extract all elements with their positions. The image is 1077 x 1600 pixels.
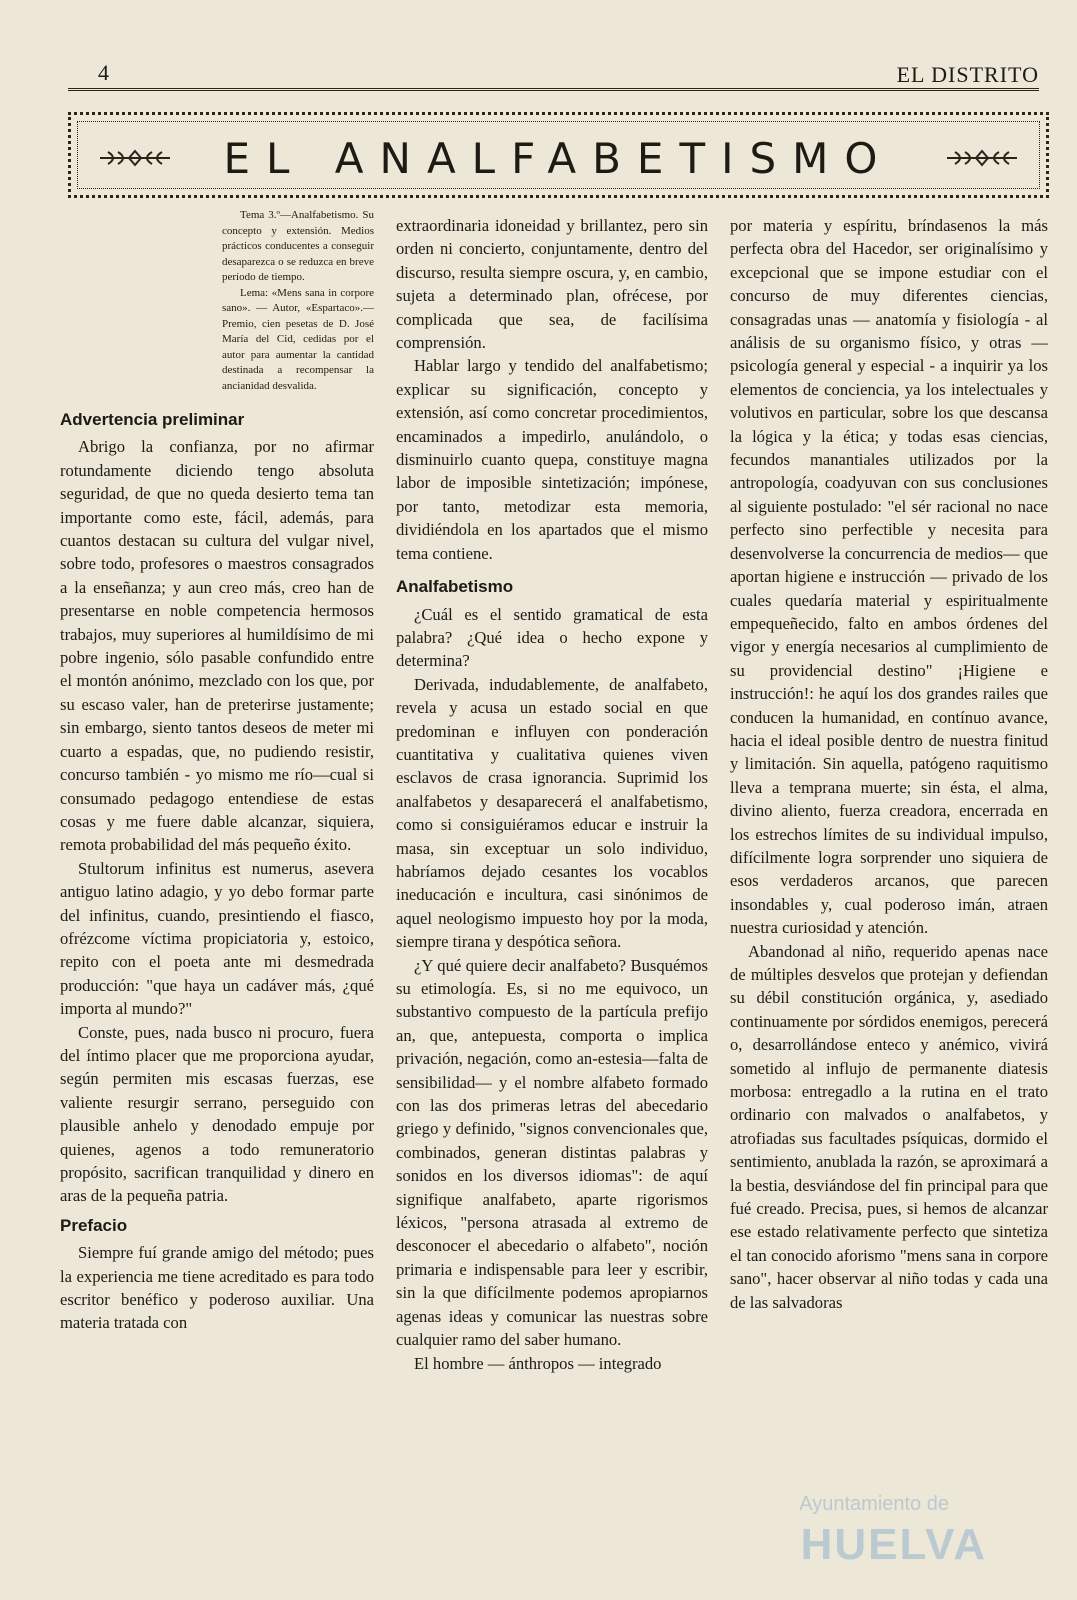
note-motto: Lema: «Mens sana in corpore sano». — Autor, «Espartaco».— Premio, cien pesetas de D. José María del Cid, cedidas por el autor para aumentar la cantidad destinada a recompensar la ancianidad desvalida.	[222, 286, 374, 392]
paragraph: Stultorum infinitus est numerus, asevera antiguo latino adagio, y yo debo formar parte del infinitus, cuando, presintiendo el fiasco, ofrézcome víctima propiciatoria y, estoico, repito con el poeta ante mi desmedrada producción: "que haya un cadáver más, ¿qué importa al mundo?"	[60, 858, 374, 1019]
newspaper-name: EL DISTRITO	[896, 62, 1039, 87]
paragraph: ¿Cuál es el sentido gramatical de esta palabra? ¿Qué idea o hecho expone y determina?	[396, 604, 708, 671]
article-title: EL ANALFABETISMO	[223, 134, 894, 183]
contest-note	[222, 208, 374, 394]
column-3	[730, 214, 1048, 1314]
paragraph: por materia y espíritu, bríndasenos la más perfecta obra del Hacedor, ser originalísimo y excepcional que se impone estudiar con el concurso de muy diferentes ciencias, consagradas unas — anatomía y fisiología - al análisis de su organismo físico, y otras — psicología general y especial - a inquirir ya los elementos de conciencia, ya los intelectuales y volutivos en particular, sobre los que descansa la lógica y la ética; y todas esas ciencias, fecundos manantiales utilizados por la antropología, coadyuvan con sus conclusiones al siguiente postulado: "el sér racional no nace perfecto sino perfectible y necesita para desenvolverse la concurrencia de medios— que aportan higiene e instrucción — privado de los cuales quedaría material y espiritualmente empequeñecido, falto en ambos órdenes del vigor y energía necesarios al cumplimiento de su providencial destino" ¡Higiene e instrucción!: he aquí los dos grandes railes que conducen la humanidad, en contínuo avance, hacia el ideal posible dentro de nuestra finitud y limitación. Sin aquella, patógeno raquitismo lleva a temprana muerte; sin ésta, el alma, divino aliento, fuerza creadora, encerrada en los estrechos límites de su individual impulso, difícilmente logra sorprender uno siquiera de esos verdaderos arcanos, que parecen insondables y, cual poderoso imán, atraen nuestra curiosidad y atención.	[730, 216, 1048, 938]
paragraph: Hablar largo y tendido del analfabetismo; explicar su significación, concepto y extensión, así como concretar procedimientos, encaminados a impedirlo, anulándolo, o disminuirlo cuanto quepa, constituye magna labor de imposible sintetización; impónese, por tanto, metodizar esta memoria, dividiéndola en los apartados que el mismo tema contiene.	[396, 356, 708, 563]
watermark-line1: Ayuntamiento de	[799, 1493, 949, 1515]
watermark-line2: HUELVA	[800, 1520, 987, 1569]
column-2	[396, 214, 708, 1375]
column-1	[60, 208, 374, 1335]
paragraph: Abrigo la confianza, por no afirmar rotundamente diciendo tengo absoluta seguridad, de que no queda desierto tema tan importante como este, fácil, además, para cuantos destacan su cultura del vulgar nivel, sobre todo, profesores o maestros consagrados a la enseñanza; y aun creo más, creo han de presentarse en noble competencia hermosos trabajos, muy superiores al humildísimo de mi pobre ingenio, sólo pasable confundido entre el montón anónimo, mezclado con los que, por su escaso valer, han de preterirse justamente; sin embargo, siento tantos deseos de meter mi cuarto a espadas, que, no pudiendo resistir, concurso también - yo mismo me río—cual si consumado pedagogo entendiese de estas cosas y me fuere dable alcanzar, siquiera, remota probabilidad del más pequeño éxito.	[60, 437, 374, 855]
paragraph: ¿Y qué quiere decir analfabeto? Busquémos su etimología. Es, si no me equivoco, un substantivo compuesto de la partícula prefijo an, que, antepuesta, comporta o implica privación, negación, como an-estesia—falta de sensibilidad— y el nombre alfabeto formado con las dos primeras letras del abecedario griego y definido, "signos convencionales que, combinados, generan distintas palabras y sonidos en los diversos idiomas": de aquí signifique analfabeto, aparte rigorismos léxicos, "persona atrasada al extremo de desconocer el abecedario o alfabeto", noción primaria e indispensable para leer y escribir, sin la que difícilmente podemos apropiarnos agenas ideas y comunicar las nuestras sobre cualquier ramo del saber humano.	[396, 955, 708, 1350]
page-number: 4	[98, 60, 109, 85]
section-heading-advertencia: Advertencia preliminar	[60, 410, 245, 429]
title-inner-border	[77, 121, 1040, 189]
section-heading-prefacio: Prefacio	[60, 1215, 128, 1235]
page-header	[68, 58, 1039, 91]
section-heading-analfabetismo: Analfabetismo	[396, 577, 514, 597]
title-frame	[68, 112, 1049, 198]
paragraph: Derivada, indudablemente, de analfabeto, revela y acusa un estado social en que predominan e influyen con ponderación cuantitativa y cualitativa quienes viven esclavos de crasa ignorancia. Suprimid los analfabetos y desaparecerá el analfabetismo, como si consiguiéramos educar e instruir la masa, sin exceptuar un solo individuo, habríamos dejado cesantes los vocablos ineducación e incultura, casi sinónimos de aquel neologismo impuesto hoy por la moda, siempre tirana y despótica señora.	[396, 674, 708, 952]
note-theme: Tema 3.º—Analfabetismo. Su concepto y extensión. Medios prácticos conducentes a conseguir desaparezca o se reduzca en breve período de tiempo.	[222, 209, 374, 283]
paragraph: Abandonad al niño, requerido apenas nace de múltiples desvelos que protejan y defiendan su débil constitución orgánica, y, asediado continuamente por sórdidos enemigos, perecerá o, desarrollándose enteco y anémico, vivirá sometido al influjo de permanente diatesis morbosa: entregadlo a la rutina en el trato ordinario con malvados o analfabetos, y atrofiadas sus facultades psíquicas, dormido el sentimiento, anublada la razón, se aproximará a la bestia, desviándose del fin principal para que fué creado. Precisa, pues, si hemos de alcanzar ese estado relativamente perfecto que sintetiza el tan conocido aforismo "mens sana in corpore sano", hacer observar al niño todas y cada una de las salvadoras	[730, 941, 1048, 1312]
paragraph: Siempre fuí grande amigo del método; pues la experiencia me tiene acreditado es para todo escritor benéfico y poderoso auxiliar. Una materia tratada con	[60, 1243, 374, 1333]
paragraph: Conste, pues, nada busco ni procuro, fuera del íntimo placer que me proporciona ayudar, según permiten mis escasas fuerzas, ese valiente resurgir serrano, perseguido con plausible anhelo y denodado empuje por quienes, agenos a todo remuneratorio propósito, sacrifican tranquilidad y dinero en aras de la pequeña patria.	[60, 1022, 374, 1206]
paragraph: extraordinaria idoneidad y brillantez, pero sin orden ni concierto, conjuntamente, dentro del discurso, resulta siempre oscura, y, en cambio, sujeta a determinado plan, ofrécese, por complicada que sea, de facilísima comprensión.	[396, 216, 708, 353]
right-ornament-icon	[945, 148, 1019, 168]
paragraph: El hombre — ánthropos — integrado	[414, 1353, 662, 1373]
